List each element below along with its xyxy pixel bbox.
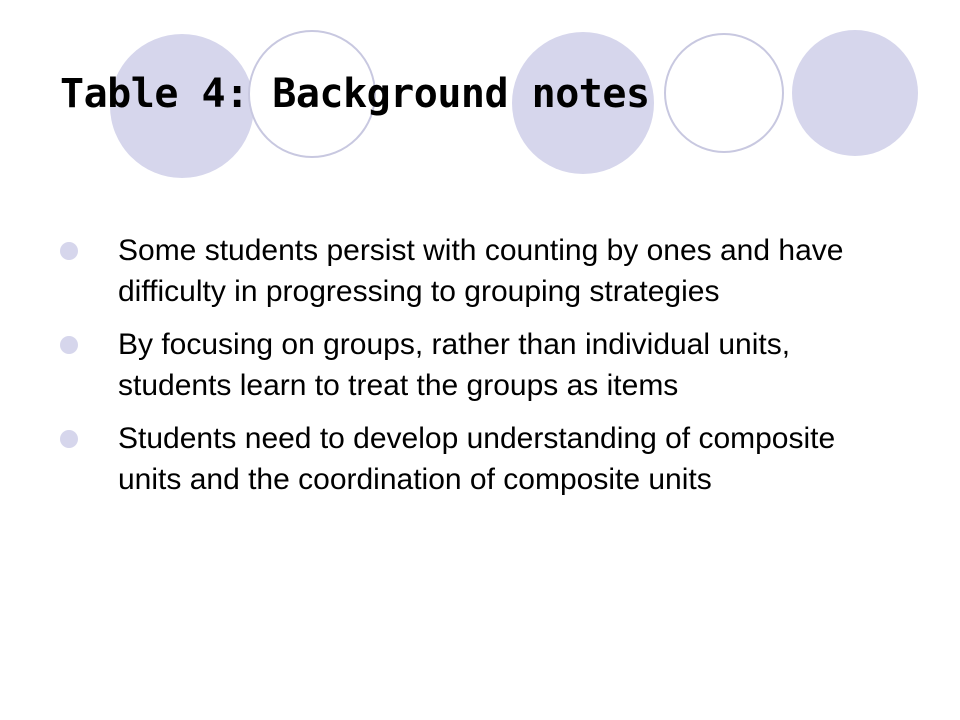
bullet-icon <box>60 336 78 354</box>
bullet-text: Students need to develop understanding of composite units and the coordination of composite units <box>118 422 836 496</box>
bullet-icon <box>60 430 78 448</box>
decorative-circle-filled <box>792 30 918 156</box>
bullet-list <box>60 230 880 512</box>
bullet-icon <box>60 242 78 260</box>
bullet-item <box>60 230 880 312</box>
slide-title: Table 4: Background notes <box>60 71 650 117</box>
bullet-text: Some students persist with counting by ones and have difficulty in progressing to grouping strategies <box>118 234 844 308</box>
decorative-circle-outline <box>664 33 784 153</box>
bullet-text: By focusing on groups, rather than individual units, students learn to treat the groups as items <box>118 328 791 402</box>
bullet-item <box>60 324 880 406</box>
bullet-item <box>60 418 880 500</box>
